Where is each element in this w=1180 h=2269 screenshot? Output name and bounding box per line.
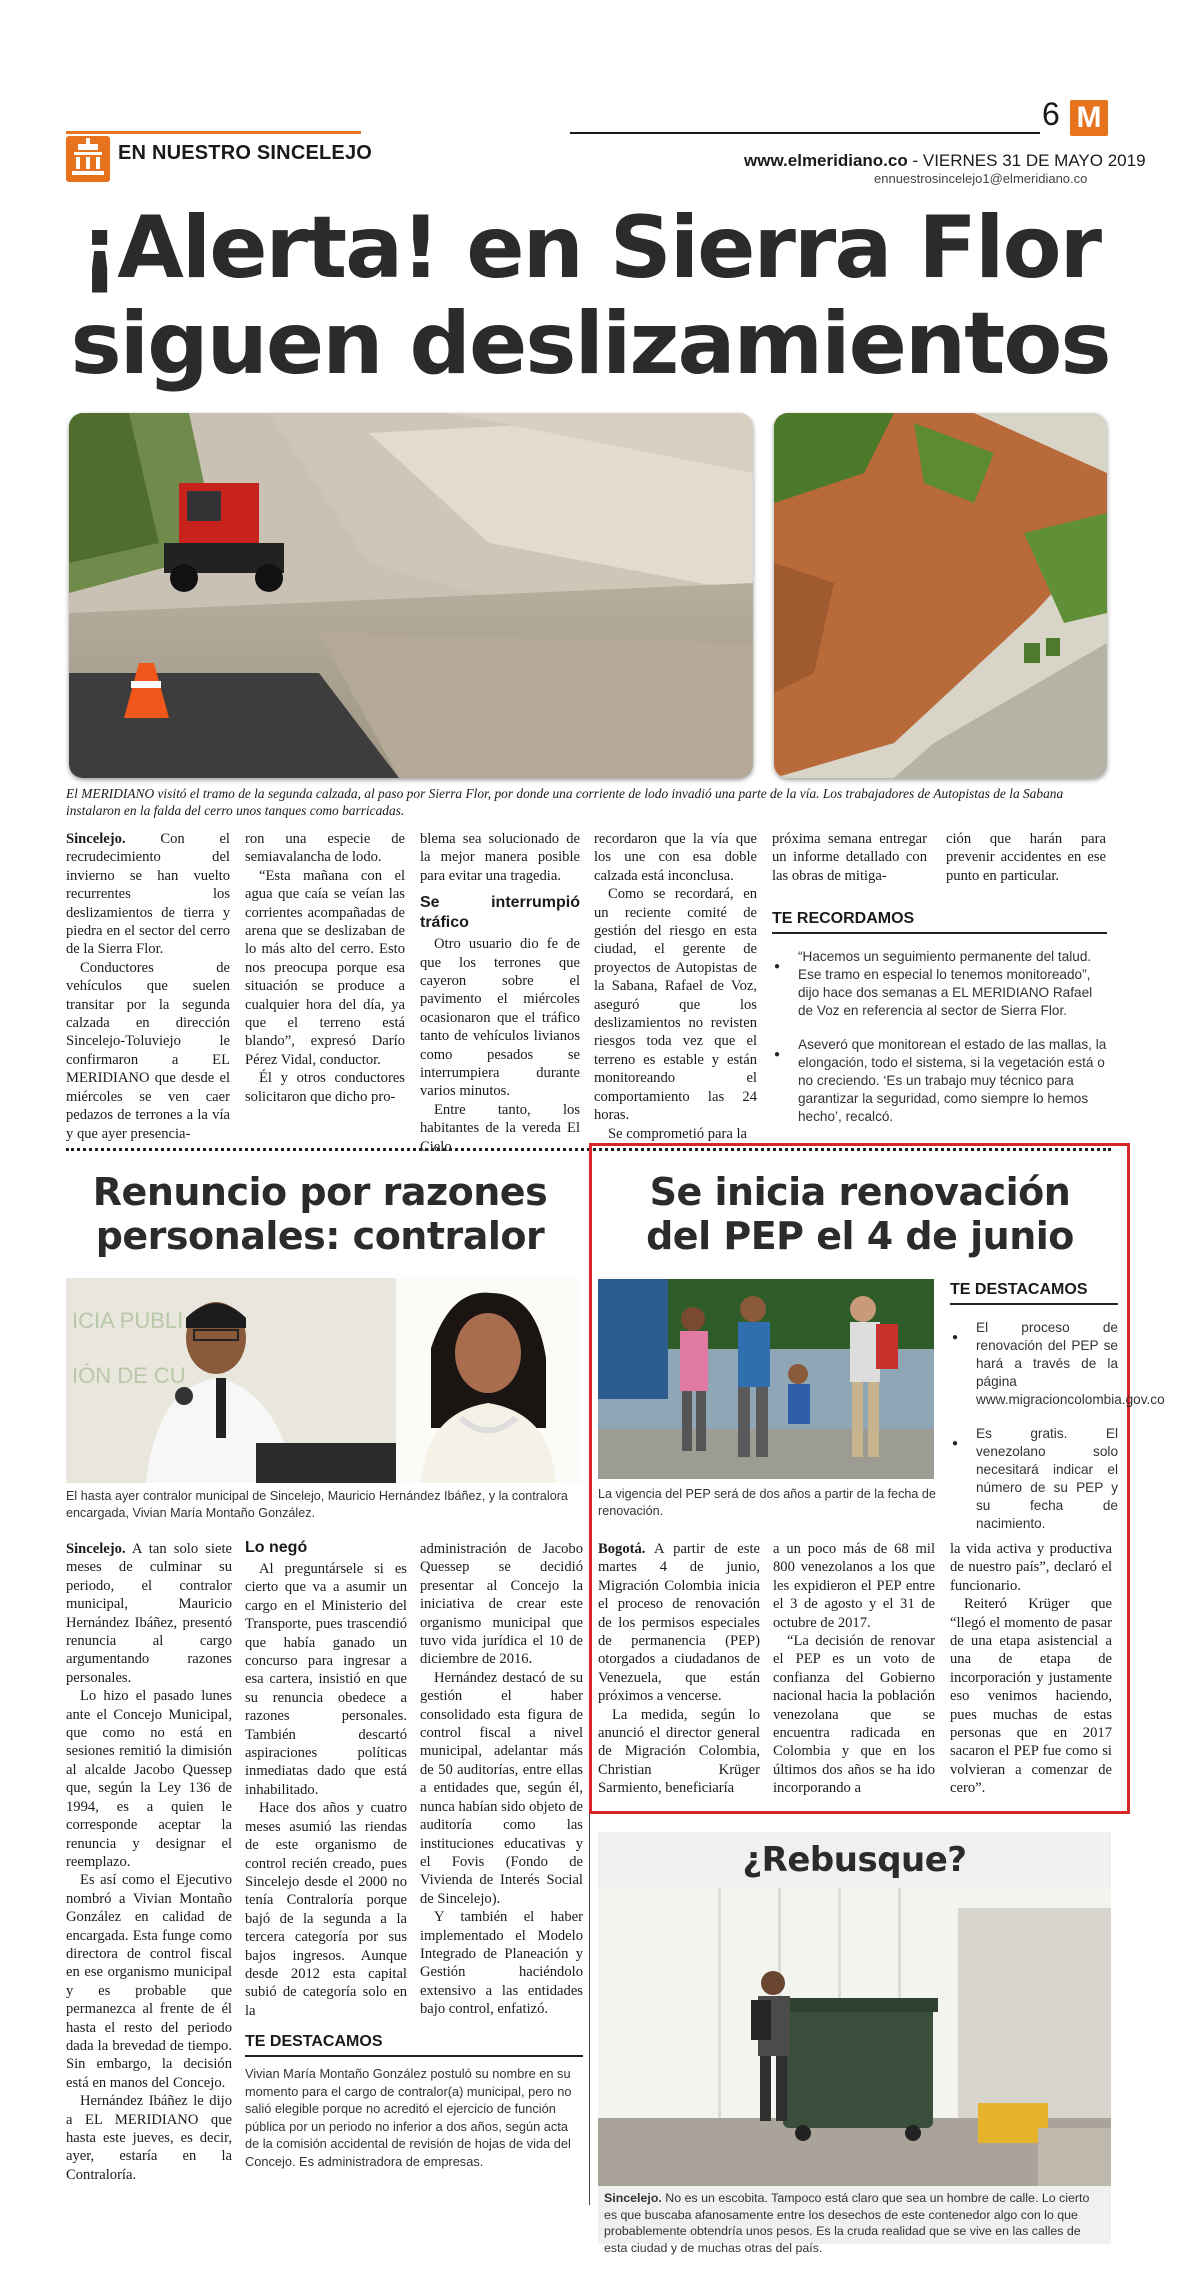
- main-col4-paragraph-3: Se comprometió para la: [608, 1125, 747, 1142]
- rebusque-photo: [598, 1888, 1111, 2186]
- main-col1-paragraph: Con el recrudecimiento del invierno se han vuelto recurrentes los deslizamientos de tierra y piedra en el sector del cerro de la Sierra Flor.: [66, 831, 230, 958]
- contralor-photo: [66, 1278, 581, 1483]
- contralor-column-2: [245, 1538, 407, 2020]
- main-col6-paragraph: ción que harán para prevenir accidentes en ese punto en particular.: [946, 831, 1106, 884]
- main-dateline: Sincelejo.: [66, 831, 126, 847]
- pep-destacamos-bullet-1: ● El proceso de renovación del PEP se hará a través de la página www.migracioncolombia.gov.co: [950, 1319, 1118, 1409]
- pep-col2-paragraph: a un poco más de 68 mil 800 venezolanos a los que les expidieron el PEP entre el 3 de agosto y el 31 de octubre de 2017.: [773, 1541, 935, 1631]
- pep-col2-paragraph-2: “La decisión de renovar el PEP es un voto de confianza del Gobierno nacional hacia la población venezolana que se encuentra radicada en Colombia y que en los últimos dos años se ha ido incorporando a: [773, 1633, 935, 1797]
- page-number: 6: [1042, 96, 1060, 132]
- pep-photo-caption: La vigencia del PEP será de dos años a partir de la fecha de renovación.: [598, 1487, 936, 1518]
- contralor-photo-caption: El hasta ayer contralor municipal de Sincelejo, Mauricio Hernández Ibáñez, y la contralora encargada, Vivian María Montaño González.: [66, 1489, 568, 1520]
- pep-headline-line2: del PEP el 4 de junio: [646, 1214, 1074, 1258]
- svg-text:IÓN DE CU: IÓN DE CU: [72, 1363, 186, 1388]
- recordamos-bullet-2: ● Aseveró que monitorean el estado de las mallas, la elongación, todo el sistema, si la vegetación está o no creciendo. ‘Es un trabajo muy técnico para garantizar la seguridad, como siempre lo hemos hecho’, recalcó.: [772, 1036, 1107, 1126]
- pep-col1-paragraph: A partir de este martes 4 de junio, Migración Colombia inicia el proceso de renovación de los permisos especiales de permanencia (PEP) otorgados a ciudadanos de Venezuela, que están próximos a vencerse.: [598, 1541, 760, 1705]
- main-story-column-5: [772, 830, 927, 885]
- contralor-dateline: Sincelejo.: [66, 1541, 126, 1557]
- main-headline-line1: ¡Alerta! en Sierra Flor: [79, 198, 1101, 298]
- contralor-col3-paragraph-3: Y también el haber implementado el Modelo Integrado de Planeación y Gestión haciéndolo extensivo a las entidades bajo control, enfatizó.: [420, 1909, 583, 2018]
- header-dateline: [744, 151, 1146, 171]
- contralor-col3-paragraph: administración de Jacobo Quessep se decidió presentar al Concejo la iniciativa de crear este organismo municipal que tuvo vida jurídica el 10 de diciembre de 2016.: [420, 1541, 583, 1668]
- main-headline: [40, 200, 1140, 392]
- contralor-destacamos-box: [245, 2033, 583, 2170]
- pep-col3-paragraph: la vida activa y productiva de nuestro país”, declaró el funcionario.: [950, 1541, 1112, 1594]
- section-email[interactable]: ennuestrosincelejo1@elmeridiano.co: [874, 171, 1088, 186]
- main-col5-paragraph: próxima semana entregar un informe detallado con las obras de mitiga-: [772, 831, 927, 884]
- section-label: EN NUESTRO SINCELEJO: [118, 142, 373, 164]
- header-rule: [570, 132, 1040, 134]
- pep-col1-paragraph-2: La medida, según lo anunció el director general de Migración Colombia, Christian Krüger Sarmiento, beneficiaría: [598, 1706, 760, 1797]
- pep-headline: [600, 1170, 1120, 1258]
- landslide-road-photo: [69, 413, 753, 778]
- te-recordamos-box: [772, 910, 1107, 1126]
- main-story-column-4: [594, 830, 757, 1143]
- pep-column-2: [773, 1540, 935, 1798]
- recordamos-bullet-1: ● “Hacemos un seguimiento permanente del talud. Ese tramo en especial lo tenemos monitoreado”, dijo hace dos semanas a EL MERIDIANO Rafael de Voz en referencia al sector de Sierra Flor.: [772, 948, 1107, 1020]
- main-col4-paragraph-2: Como se recordará, en un reciente comité de gestión del riesgo en esta ciudad, el gerente de proyectos de Autopistas de la Sabana, Rafael de Voz, aseguró que los deslizamientos no revisten riesgos toda vez que el terreno es estable y están monitoreando el comportamiento las 24 horas.: [594, 886, 757, 1124]
- issue-date: - VIERNES 31 DE MAYO 2019: [907, 151, 1146, 170]
- pep-headline-line1: Se inicia renovación: [649, 1170, 1071, 1214]
- site-link[interactable]: www.elmeridiano.co: [744, 151, 908, 170]
- contralor-destacamos-text: Vivian María Montaño González postuló su nombre en su momento para el cargo de contralor(a) municipal, pero no salió elegible porque no acreditó el ejercicio de función pública por un periodo no inferior a dos años, según acta de la comisión accidental de revisión de hojas de vida del Concejo. Es administradora de empresas.: [245, 2066, 572, 2169]
- rebusque-caption-text: No es un escobita. Tampoco está claro que sea un hombre de calle. Lo cierto es que buscaba afanosamente entre los desechos de este contenedor algo con lo que probablemente obtendría unos pesos. Es la cruda realidad que se vive en las calles de esta ciudad y de muchas otras del país.: [604, 2191, 1090, 2255]
- main-col1-paragraph-2: Conductores de vehículos que suelen transitar por la segunda calzada en dirección Sincelejo-Toluviejo le confirmaron a EL MERIDIANO que desde el miércoles se ven caer pedazos de terrones a la vía y que ayer presencia-: [66, 959, 230, 1142]
- te-recordamos-title: TE RECORDAMOS: [772, 910, 1107, 934]
- contralor-col2-paragraph: Al preguntársele si es cierto que va a asumir un cargo en el Ministerio del Transporte, pues trascendió que había ganado un concurso para ingresar a esa cartera, insistió en que su renuncia obedece a razones personales. También descartó aspiraciones políticas inmediatas dado que está inhabilitado.: [245, 1561, 407, 1798]
- contralor-headline-line1: Renuncio por razones: [92, 1170, 548, 1214]
- main-subhead: Se interrumpió tráfico: [420, 894, 580, 932]
- section-accent-bar: [66, 131, 361, 134]
- main-col3-paragraph: blema sea solucionado de la mejor manera posible para evitar una tragedia.: [420, 831, 580, 884]
- main-story-column-1: [66, 830, 230, 1143]
- main-col2-paragraph: ron una especie de semiavalancha de lodo.: [245, 831, 405, 866]
- section-building-icon: [66, 136, 110, 182]
- main-headline-line2: siguen deslizamientos: [70, 294, 1110, 394]
- main-col3-paragraph-2: Otro usuario dio fe de que los terrones que cayeron sobre el pavimento el miércoles ocasionaron que el tráfico tanto de vehículos livianos como pesados se interrumpiera durante varios minutos.: [420, 936, 580, 1100]
- main-col4-paragraph: recordaron que la vía que los une con esa doble calzada está inconclusa.: [594, 831, 757, 884]
- main-story-column-3: [420, 830, 580, 1156]
- pep-destacamos-bullet-2: ● Es gratis. El venezolano solo necesitará indicar el número de su PEP y su fecha de nacimiento.: [950, 1425, 1118, 1533]
- contralor-destacamos-title: TE DESTACAMOS: [245, 2033, 583, 2057]
- svg-text:ICIA PUBLI: ICIA PUBLI: [72, 1308, 184, 1333]
- contralor-col1-paragraph-4: Hernández Ibáñez le dijo a EL MERIDIANO que hasta este jueves, es decir, ayer, estaría en la Contraloría.: [66, 2093, 232, 2183]
- contralor-col2-paragraph-2: Hace dos años y cuatro meses asumió las riendas de este organismo de control recién creado, pues Sincelejo desde el 2000 no tenía Contraloría porque bajó de la segunda a la tercera categoría por sus bajos ingresos. Aunque desde 2012 esta capital subió de categoría solo en la: [245, 1800, 407, 2019]
- contralor-headline: [60, 1170, 580, 1258]
- contralor-subhead: Lo negó: [245, 1539, 308, 1556]
- hillside-road-photo: [774, 413, 1107, 778]
- pep-col3-paragraph-2: Reiteró Krüger que “llegó el momento de pasar de una etapa asistencial a una de etapa de incorporación y justamente eso venimos haciendo, pues muchas de estas personas que en 2017 sacaron el PEP fue como si volvieran a comenzar de cero”.: [950, 1596, 1112, 1797]
- contralor-col1-paragraph-2: Lo hizo el pasado lunes ante el Concejo Municipal, que como no está en sesiones remitió la dimisión al alcalde Jacobo Quessep que, según la Ley 136 de 1994, es a quien le corresponde aceptar la renuncia y designar el reemplazo.: [66, 1688, 232, 1870]
- migrants-walking-photo: [598, 1279, 934, 1479]
- main-col2-paragraph-2: “Esta mañana con el agua que caía se veían las corrientes acompañadas de arena que se deslizaban de lo más alto del cerro. Esto nos preocupa porque esa situación se produce a cualquier hora del día, ya que el terreno está blando”, expresó Darío Pérez Vidal, conductor.: [245, 867, 405, 1068]
- pep-destacamos-title: TE DESTACAMOS: [950, 1281, 1118, 1305]
- contralor-col3-paragraph-2: Hernández destacó de su gestión el haber consolidado esta figura de control fiscal a nivel municipal, adelantar más de 50 auditorías, entre ellas a entidades que, según él, nunca habían sido objeto de auditoría como las instituciones educativas y el Fovis (Fondo de Vivienda de Interés Social de Sincelejo).: [420, 1669, 583, 1907]
- contralor-col1-paragraph: A tan solo siete meses de culminar su periodo, el contralor municipal, Mauricio Hernández Ibáñez, presentó renuncia al cargo argumentando razones personales.: [66, 1541, 232, 1686]
- main-col3-paragraph-3: Entre tanto, los habitantes de la vereda El Cielo: [420, 1101, 580, 1155]
- main-story-column-6: [946, 830, 1106, 885]
- rebusque-dateline: Sincelejo.: [604, 2191, 662, 2205]
- newspaper-logo: M: [1070, 100, 1108, 136]
- contralor-column-3: [420, 1540, 583, 2019]
- rebusque-headline: ¿Rebusque?: [742, 1840, 967, 1880]
- pep-dateline: Bogotá.: [598, 1541, 646, 1557]
- contralor-col1-paragraph-3: Es así como el Ejecutivo nombró a Vivian Montaño González en calidad de encargada. Esta funge como directora de control fiscal en ese organismo municipal y es probable que permanezca al frente de él hasta el resto del periodo dada la brevedad de tiempo. Sin embargo, la decisión está en manos del Concejo.: [66, 1872, 232, 2091]
- main-photo-caption: El MERIDIANO visitó el tramo de la segunda calzada, al paso por Sierra Flor, por donde una corriente de lodo invadió una parte de la vía. Los trabajadores de Autopistas de la Sabana instalaron en la falda del cerro unos tanques como barricadas.: [66, 786, 1064, 818]
- contralor-headline-line2: personales: contralor: [95, 1214, 545, 1258]
- pep-column-1: [598, 1540, 760, 1798]
- pep-column-3: [950, 1540, 1112, 1798]
- pep-destacamos-box: [950, 1281, 1165, 1533]
- rebusque-caption: [604, 2190, 1104, 2256]
- main-story-column-2: [245, 830, 405, 1106]
- main-col2-paragraph-3: Él y otros conductores solicitaron que dicho pro-: [245, 1070, 405, 1105]
- contralor-column-1: [66, 1540, 232, 2184]
